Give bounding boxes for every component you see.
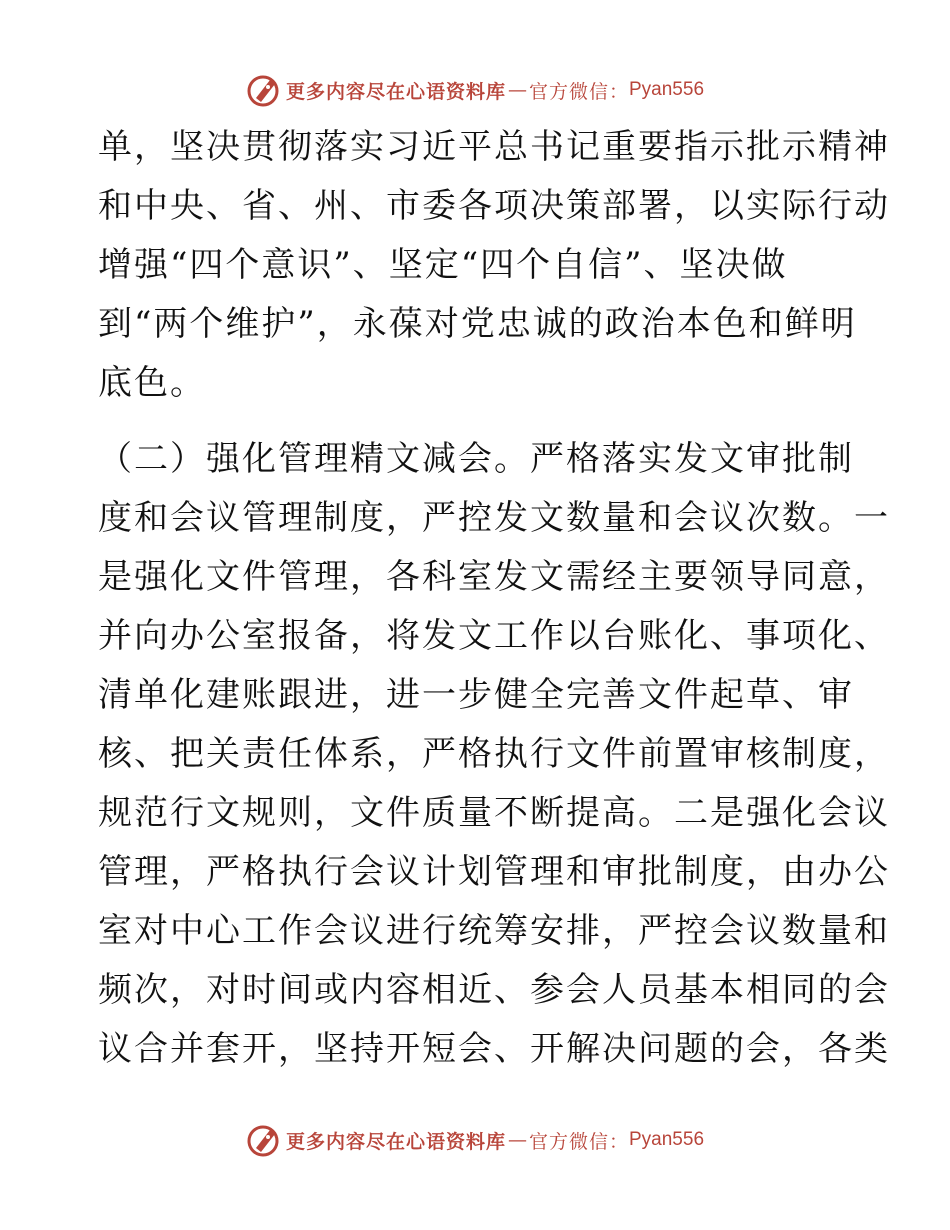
- paragraph-1: [98, 118, 890, 413]
- pen-nib-logo-icon: [246, 72, 282, 108]
- header-banner: [0, 70, 950, 110]
- header-wechat-label: 官方微信：: [528, 80, 629, 103]
- paragraph-2: [98, 430, 890, 1079]
- text-line: 管理，严格执行会议计划管理和审批制度，由办公: [98, 852, 890, 892]
- footer-separator: —: [507, 1129, 527, 1151]
- footer-site-text: 更多内容尽在心语资料库: [285, 1130, 506, 1153]
- footer-wechat-label: 官方微信：: [528, 1130, 629, 1153]
- text-line: 和中央、省、州、市委各项决策部署，以实际行动: [98, 186, 890, 226]
- text-line: 核、把关责任体系，严格执行文件前置审核制度，: [98, 734, 890, 774]
- footer-banner: [0, 1120, 950, 1160]
- text-line: 室对中心工作会议进行统筹安排，严控会议数量和: [98, 911, 890, 951]
- text-line: 到“两个维护”，永葆对党忠诚的政治本色和鲜明: [98, 304, 857, 344]
- text-line: 是强化文件管理，各科室发文需经主要领导同意，: [98, 557, 890, 597]
- header-wechat-id: Pyan556: [629, 79, 705, 100]
- text-line: 频次，对时间或内容相近、参会人员基本相同的会: [98, 970, 890, 1010]
- header-site-text: 更多内容尽在心语资料库: [285, 80, 506, 103]
- text-line: 规范行文规则，文件质量不断提高。二是强化会议: [98, 793, 890, 833]
- text-line: 单，坚决贯彻落实习近平总书记重要指示批示精神: [98, 127, 890, 167]
- text-line: 议合并套开，坚持开短会、开解决问题的会，各类: [98, 1029, 890, 1069]
- pen-nib-logo-icon: [246, 1122, 282, 1158]
- text-line: 底色。: [98, 363, 206, 403]
- text-line: 增强“四个意识”、坚定“四个自信”、坚决做: [98, 245, 788, 285]
- text-line: 并向办公室报备，将发文工作以台账化、事项化、: [98, 616, 890, 656]
- text-line: 度和会议管理制度，严控发文数量和会议次数。一: [98, 498, 890, 538]
- header-separator: —: [507, 79, 527, 101]
- footer-wechat-id: Pyan556: [629, 1129, 705, 1150]
- text-line: （二）强化管理精文减会。严格落实发文审批制: [98, 439, 854, 479]
- text-line: 清单化建账跟进，进一步健全完善文件起草、审: [98, 675, 854, 715]
